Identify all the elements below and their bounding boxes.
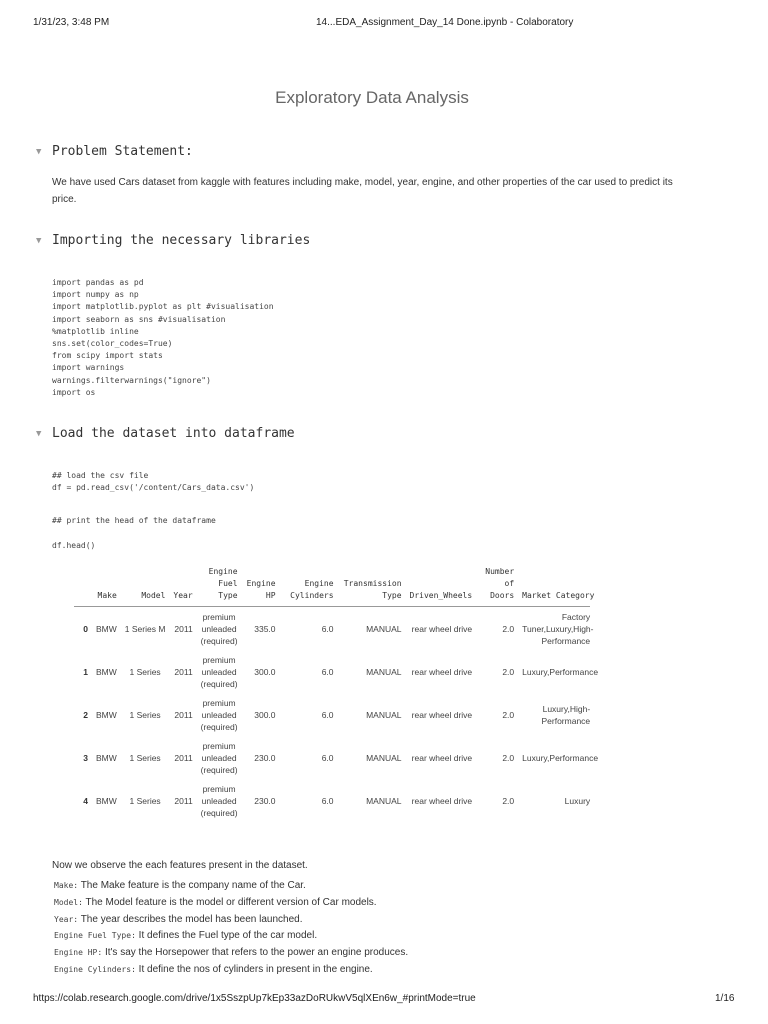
cell-market-text: Luxury,Performance — [522, 752, 599, 763]
feature-key: Model: — [54, 897, 83, 907]
cell-make: BMW — [96, 709, 117, 720]
cell-hp: 230.0 — [254, 752, 276, 763]
cell-cyl: 6.0 — [321, 709, 334, 720]
column-header: Driven_Wheels — [406, 566, 477, 607]
cell-fuel: premium unleaded (required) — [200, 783, 238, 818]
cell-year: 2011 — [174, 795, 193, 806]
cell-doors: 2.0 — [502, 666, 515, 677]
cell-year: 2011 — [174, 623, 193, 634]
print-datetime: 1/31/23, 3:48 PM — [33, 17, 110, 28]
cell-doors: 2.0 — [502, 752, 515, 763]
cell-doors: 2.0 — [502, 623, 515, 634]
cell-fuel: premium unleaded (required) — [200, 611, 238, 646]
cell-idx: 2 — [83, 709, 88, 720]
section-load-heading[interactable] — [36, 426, 295, 441]
section-title: Load the dataset into dataframe — [52, 426, 295, 441]
table-row — [74, 693, 590, 736]
section-imports-heading[interactable] — [36, 233, 310, 248]
cell-make: BMW — [96, 666, 117, 677]
feature-description — [54, 914, 303, 925]
cell-model: 1 Series M — [124, 623, 166, 634]
notebook-title: Exploratory Data Analysis — [275, 88, 469, 107]
feature-description — [54, 947, 408, 958]
column-header: Number of Doors — [476, 566, 518, 607]
cell-cyl: 6.0 — [321, 666, 334, 677]
feature-description — [54, 930, 317, 941]
feature-key: Year: — [54, 914, 79, 924]
cell-trans: MANUAL — [366, 795, 402, 806]
cell-market — [518, 693, 590, 736]
cell-idx: 1 — [83, 666, 88, 677]
cell-make: BMW — [96, 795, 117, 806]
cell-market — [518, 650, 599, 693]
column-header — [74, 566, 92, 607]
cell-year: 2011 — [174, 666, 193, 677]
problem-text: We have used Cars dataset from kaggle with features including make, model, year, engine, and other properties of the car used to predict its price. — [52, 177, 673, 205]
print-url: https://colab.research.google.com/drive/1x5SszpUp7kEp33azDoRUkwV5qlXEn6w_#printMode=true — [33, 993, 476, 1004]
cell-year: 2011 — [174, 752, 193, 763]
feature-description — [54, 880, 306, 891]
code-cell-df-head[interactable]: df.head() — [52, 541, 96, 550]
cell-market — [518, 736, 599, 779]
cell-trans: MANUAL — [366, 623, 402, 634]
cell-hp: 300.0 — [254, 666, 276, 677]
column-header: Make — [92, 566, 121, 607]
table-row — [74, 607, 590, 651]
feature-desc: The Model feature is the model or different version of Car models. — [85, 896, 377, 908]
table-header-row — [74, 566, 590, 607]
cell-idx: 0 — [83, 623, 88, 634]
cell-market-text: Luxury,High-Performance — [541, 703, 591, 726]
feature-key: Engine Cylinders: — [54, 965, 136, 974]
column-header: Year — [169, 566, 196, 607]
cell-fuel: premium unleaded (required) — [200, 740, 238, 775]
cell-model: 1 Series — [129, 666, 161, 677]
cell-wheels: rear wheel drive — [411, 752, 473, 763]
table-row — [74, 650, 590, 693]
cell-model: 1 Series — [129, 795, 161, 806]
cell-hp: 230.0 — [254, 795, 276, 806]
cell-market-text: Luxury — [564, 795, 591, 806]
cell-market — [518, 779, 590, 822]
cell-cyl: 6.0 — [321, 795, 334, 806]
cell-wheels: rear wheel drive — [411, 666, 473, 677]
cell-fuel: premium unleaded (required) — [200, 654, 238, 689]
cell-idx: 4 — [83, 795, 88, 806]
cell-wheels: rear wheel drive — [411, 795, 473, 806]
cell-hp: 335.0 — [254, 623, 276, 634]
dataframe-output — [74, 566, 599, 822]
table-row — [74, 779, 590, 822]
section-title: Problem Statement: — [52, 144, 193, 159]
column-header: Model — [121, 566, 170, 607]
collapse-chevron-icon[interactable]: ▼ — [36, 428, 42, 439]
feature-description — [54, 964, 373, 975]
column-header-label: Market Category — [522, 591, 595, 600]
column-header: Transmission Type — [338, 566, 406, 607]
cell-model: 1 Series — [129, 709, 161, 720]
cell-market-text: Factory Tuner,Luxury,High-Performance — [522, 611, 594, 646]
print-page-number: 1/16 — [715, 993, 735, 1004]
cell-doors: 2.0 — [502, 795, 515, 806]
feature-description — [54, 897, 377, 908]
feature-desc: It's say the Horsepower that refers to the power an engine produces. — [104, 947, 409, 959]
section-title: Importing the necessary libraries — [52, 233, 311, 248]
cell-trans: MANUAL — [366, 709, 402, 720]
collapse-chevron-icon[interactable]: ▼ — [36, 146, 42, 157]
feature-desc: The year describes the model has been launched. — [80, 913, 303, 925]
feature-desc: It define the nos of cylinders in present in the engine. — [138, 964, 373, 975]
column-header: Engine HP — [242, 566, 280, 607]
print-doc-title: 14...EDA_Assignment_Day_14 Done.ipynb - Colaboratory — [316, 17, 574, 28]
cell-make: BMW — [96, 752, 117, 763]
cell-market — [518, 607, 594, 651]
cell-wheels: rear wheel drive — [411, 709, 473, 720]
feature-desc: It defines the Fuel type of the car model. — [138, 930, 318, 942]
collapse-chevron-icon[interactable]: ▼ — [36, 235, 42, 246]
column-header: Engine Cylinders — [280, 566, 338, 607]
column-header — [518, 566, 595, 607]
cell-idx: 3 — [83, 752, 88, 763]
feature-key: Engine Fuel Type: — [54, 931, 136, 941]
feature-key: Engine HP: — [54, 948, 103, 958]
table-row — [74, 736, 590, 779]
code-cell-print-head[interactable]: ## print the head of the dataframe — [52, 516, 216, 525]
cell-fuel: premium unleaded (required) — [200, 697, 238, 732]
cell-cyl: 6.0 — [321, 623, 334, 634]
column-header: Engine Fuel Type — [197, 566, 242, 607]
code-cell-load[interactable]: ## load the csv file df = pd.read_csv('/content/Cars_data.csv') — [52, 471, 255, 493]
observe-text: Now we observe the each features present in the dataset. — [52, 860, 308, 871]
code-cell-imports[interactable]: import pandas as pd import numpy as np import matplotlib.pyplot as plt #visualisation import seaborn as sns #visualisation %matplotlib inline sns.set(color_codes=True) from scipy import stats import warnings warnings.filterwarnings("ignore") import os — [52, 278, 274, 397]
cell-trans: MANUAL — [366, 752, 402, 763]
cell-doors: 2.0 — [502, 709, 515, 720]
cell-wheels: rear wheel drive — [411, 623, 473, 634]
cell-trans: MANUAL — [366, 666, 402, 677]
cell-model: 1 Series — [129, 752, 161, 763]
feature-key: Make: — [54, 881, 79, 890]
cell-hp: 300.0 — [254, 709, 276, 720]
cell-cyl: 6.0 — [321, 752, 334, 763]
section-problem-heading[interactable] — [36, 144, 193, 159]
cell-make: BMW — [96, 623, 117, 634]
feature-desc: The Make feature is the company name of the Car. — [80, 880, 306, 891]
cell-year: 2011 — [174, 709, 193, 720]
cell-market-text: Luxury,Performance — [522, 666, 599, 677]
